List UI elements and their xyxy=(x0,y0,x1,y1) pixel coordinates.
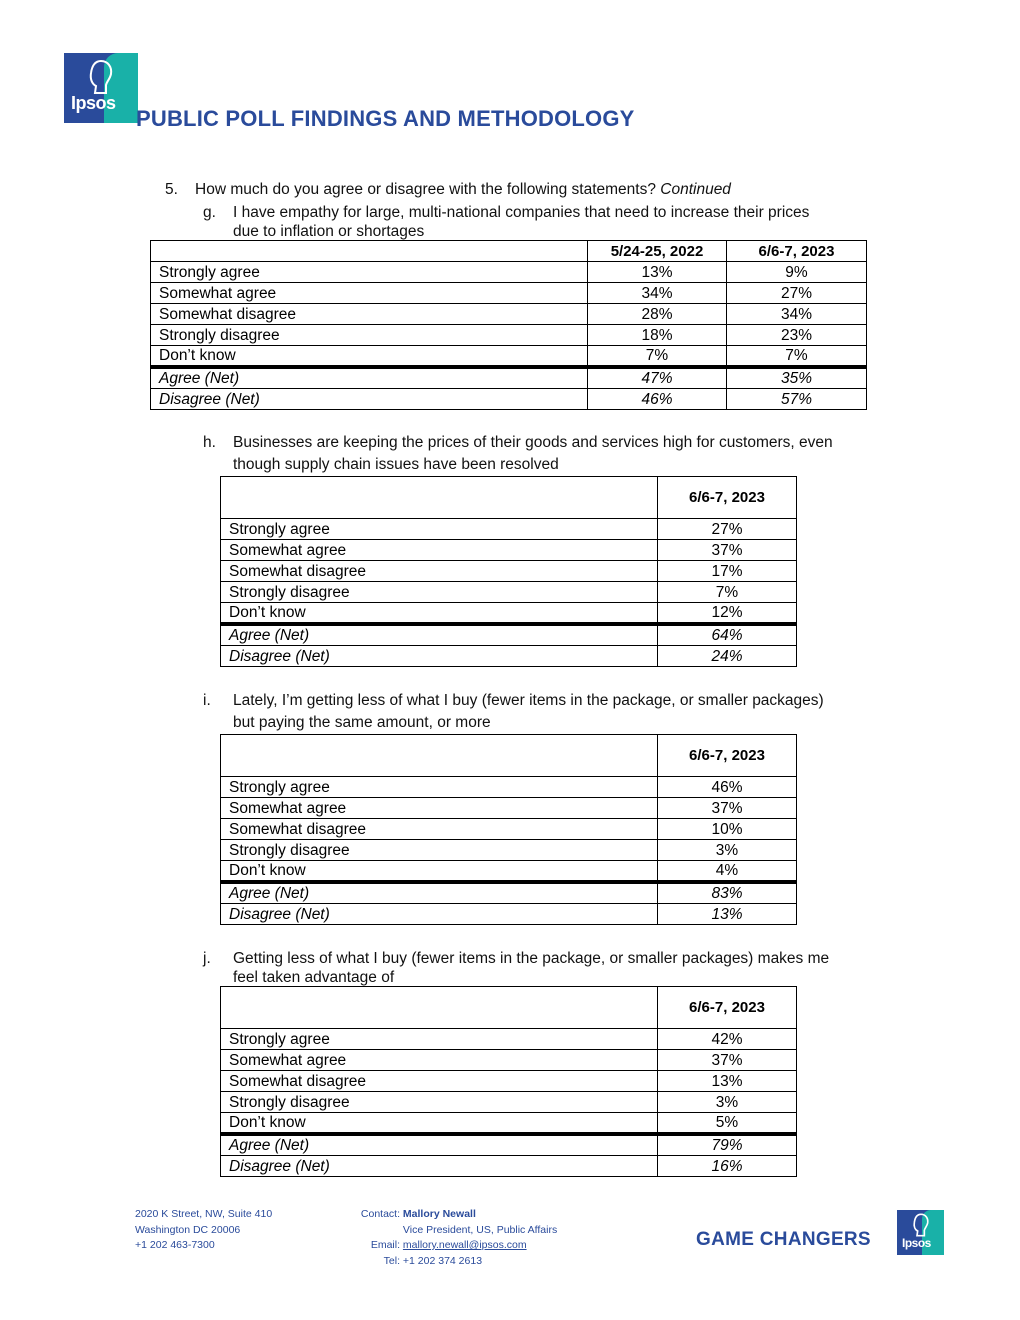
footer-logo-text: Ipsos xyxy=(902,1236,931,1250)
table-net-row xyxy=(221,624,797,646)
row-value: 5% xyxy=(658,1113,797,1135)
statement-line-2: feel taken advantage of xyxy=(233,969,395,986)
table-net-row xyxy=(221,904,797,925)
statement-g xyxy=(0,203,1020,243)
row-label: Strongly disagree xyxy=(151,325,588,346)
row-label: Don’t know xyxy=(221,861,658,883)
logo-text: Ipsos xyxy=(71,93,116,113)
contact-label: Contact: xyxy=(360,1208,400,1220)
net-label: Agree (Net) xyxy=(221,1134,658,1156)
net-label: Disagree (Net) xyxy=(221,646,658,667)
net-value: 57% xyxy=(727,389,867,410)
footer-ipsos-logo xyxy=(897,1210,944,1255)
address-line: 2020 K Street, NW, Suite 410 xyxy=(135,1208,273,1220)
net-label: Agree (Net) xyxy=(221,882,658,904)
row-label: Don’t know xyxy=(221,1113,658,1135)
ipsos-logo xyxy=(64,53,138,123)
table-row xyxy=(221,1071,797,1092)
statement-line-1: Lately, I’m getting less of what I buy (fewer items in the package, or smaller packages) xyxy=(233,692,824,709)
statement-i xyxy=(0,691,1020,735)
row-value: 18% xyxy=(588,325,727,346)
row-value: 4% xyxy=(658,861,797,883)
net-value: 64% xyxy=(658,624,797,646)
net-value: 24% xyxy=(658,646,797,667)
row-value: 27% xyxy=(658,519,797,540)
row-value: 9% xyxy=(727,262,867,283)
row-label: Strongly agree xyxy=(221,777,658,798)
question-continued: Continued xyxy=(660,181,731,198)
row-value: 10% xyxy=(658,819,797,840)
row-value: 37% xyxy=(658,540,797,561)
statement-letter: g. xyxy=(203,204,216,221)
table-row xyxy=(151,325,867,346)
row-value: 12% xyxy=(658,603,797,625)
net-value: 16% xyxy=(658,1156,797,1177)
table-net-row xyxy=(221,1134,797,1156)
net-value: 47% xyxy=(588,367,727,389)
email-link[interactable]: mallory.newall@ipsos.com xyxy=(402,1239,527,1251)
row-label: Somewhat disagree xyxy=(221,819,658,840)
net-label: Disagree (Net) xyxy=(221,904,658,925)
row-value: 3% xyxy=(658,840,797,861)
statement-h xyxy=(0,433,1020,477)
contact-name: Mallory Newall xyxy=(402,1208,476,1220)
table-row xyxy=(221,561,797,582)
table-row xyxy=(221,840,797,861)
head-silhouette-icon xyxy=(911,1213,931,1237)
net-label: Disagree (Net) xyxy=(221,1156,658,1177)
table-row xyxy=(151,262,867,283)
header-blank-cell xyxy=(221,477,658,519)
row-label: Somewhat disagree xyxy=(151,304,588,325)
row-label: Strongly disagree xyxy=(221,582,658,603)
column-header: 6/6-7, 2023 xyxy=(727,241,867,262)
table-row xyxy=(221,798,797,819)
table-row xyxy=(221,819,797,840)
row-label: Strongly agree xyxy=(151,262,588,283)
table-row xyxy=(221,1029,797,1050)
statement-line-2: but paying the same amount, or more xyxy=(233,714,491,731)
table-statement-j xyxy=(220,986,797,1177)
net-value: 13% xyxy=(658,904,797,925)
header-blank-cell xyxy=(221,735,658,777)
net-value: 35% xyxy=(727,367,867,389)
header-blank-cell xyxy=(221,987,658,1029)
row-value: 27% xyxy=(727,283,867,304)
row-value: 37% xyxy=(658,798,797,819)
row-label: Somewhat agree xyxy=(221,1050,658,1071)
table-row xyxy=(221,861,797,883)
table-statement-g xyxy=(150,240,867,410)
row-value: 37% xyxy=(658,1050,797,1071)
table-statement-h xyxy=(220,476,797,667)
row-label: Somewhat disagree xyxy=(221,1071,658,1092)
net-value: 83% xyxy=(658,882,797,904)
row-label: Somewhat agree xyxy=(151,283,588,304)
table-net-row xyxy=(151,389,867,410)
row-value: 46% xyxy=(658,777,797,798)
row-value: 34% xyxy=(588,283,727,304)
table-row xyxy=(151,346,867,368)
row-value: 7% xyxy=(588,346,727,368)
question-line xyxy=(0,180,1020,200)
head-silhouette-icon xyxy=(86,59,116,95)
table-row xyxy=(221,540,797,561)
row-label: Don’t know xyxy=(151,346,588,368)
table-row xyxy=(151,304,867,325)
row-value: 28% xyxy=(588,304,727,325)
statement-line-1: Businesses are keeping the prices of their goods and services high for customers, even xyxy=(233,434,833,451)
statement-line-2: due to inflation or shortages xyxy=(233,223,425,240)
statement-letter: h. xyxy=(203,434,216,451)
row-value: 13% xyxy=(588,262,727,283)
table-net-row xyxy=(221,1156,797,1177)
footer-contact xyxy=(340,1207,600,1269)
table-header-row xyxy=(221,735,797,777)
row-label: Somewhat disagree xyxy=(221,561,658,582)
address-phone: +1 202 463-7300 xyxy=(135,1239,215,1251)
row-value: 13% xyxy=(658,1071,797,1092)
net-label: Disagree (Net) xyxy=(151,389,588,410)
net-value: 46% xyxy=(588,389,727,410)
row-label: Strongly disagree xyxy=(221,1092,658,1113)
statement-letter: j. xyxy=(203,950,211,967)
statement-j xyxy=(0,949,1020,989)
row-label: Strongly agree xyxy=(221,519,658,540)
table-row xyxy=(221,1092,797,1113)
statement-line-1: Getting less of what I buy (fewer items in the package, or smaller packages) makes me xyxy=(233,950,830,967)
tel-number: +1 202 374 2613 xyxy=(402,1254,483,1267)
statement-letter: i. xyxy=(203,692,211,709)
table-net-row xyxy=(221,882,797,904)
net-value: 79% xyxy=(658,1134,797,1156)
row-value: 34% xyxy=(727,304,867,325)
row-value: 17% xyxy=(658,561,797,582)
footer-address xyxy=(135,1207,272,1254)
table-row xyxy=(221,777,797,798)
column-header: 6/6-7, 2023 xyxy=(658,735,797,777)
table-row xyxy=(221,603,797,625)
table-statement-i xyxy=(220,734,797,925)
column-header: 5/24-25, 2022 xyxy=(588,241,727,262)
statement-line-2: though supply chain issues have been resolved xyxy=(233,456,559,473)
column-header: 6/6-7, 2023 xyxy=(658,987,797,1029)
contact-title: Vice President, US, Public Affairs xyxy=(402,1223,558,1236)
table-row xyxy=(221,582,797,603)
row-value: 42% xyxy=(658,1029,797,1050)
game-changers-tagline: GAME CHANGERS xyxy=(696,1229,871,1250)
question-text xyxy=(195,180,731,199)
net-label: Agree (Net) xyxy=(221,624,658,646)
table-row xyxy=(151,283,867,304)
row-label: Somewhat agree xyxy=(221,540,658,561)
table-row xyxy=(221,519,797,540)
statement-line-1: I have empathy for large, multi-national companies that need to increase their prices xyxy=(233,204,810,221)
row-value: 7% xyxy=(658,582,797,603)
row-label: Strongly agree xyxy=(221,1029,658,1050)
page-title: PUBLIC POLL FINDINGS AND METHODOLOGY xyxy=(136,106,635,131)
row-value: 3% xyxy=(658,1092,797,1113)
email-label: Email: xyxy=(370,1239,400,1251)
header-blank-cell xyxy=(151,241,588,262)
table-header-row xyxy=(221,987,797,1029)
column-header: 6/6-7, 2023 xyxy=(658,477,797,519)
row-label: Don’t know xyxy=(221,603,658,625)
table-row xyxy=(221,1050,797,1071)
tel-label: Tel: xyxy=(383,1254,400,1267)
table-net-row xyxy=(221,646,797,667)
question-number: 5. xyxy=(165,181,178,198)
table-row xyxy=(221,1113,797,1135)
table-header-row xyxy=(221,477,797,519)
question-text-main: How much do you agree or disagree with the following statements? xyxy=(195,181,656,198)
row-label: Strongly disagree xyxy=(221,840,658,861)
row-label: Somewhat agree xyxy=(221,798,658,819)
address-line: Washington DC 20006 xyxy=(135,1223,241,1236)
table-header-row xyxy=(151,241,867,262)
table-net-row xyxy=(151,367,867,389)
row-value: 7% xyxy=(727,346,867,368)
net-label: Agree (Net) xyxy=(151,367,588,389)
row-value: 23% xyxy=(727,325,867,346)
